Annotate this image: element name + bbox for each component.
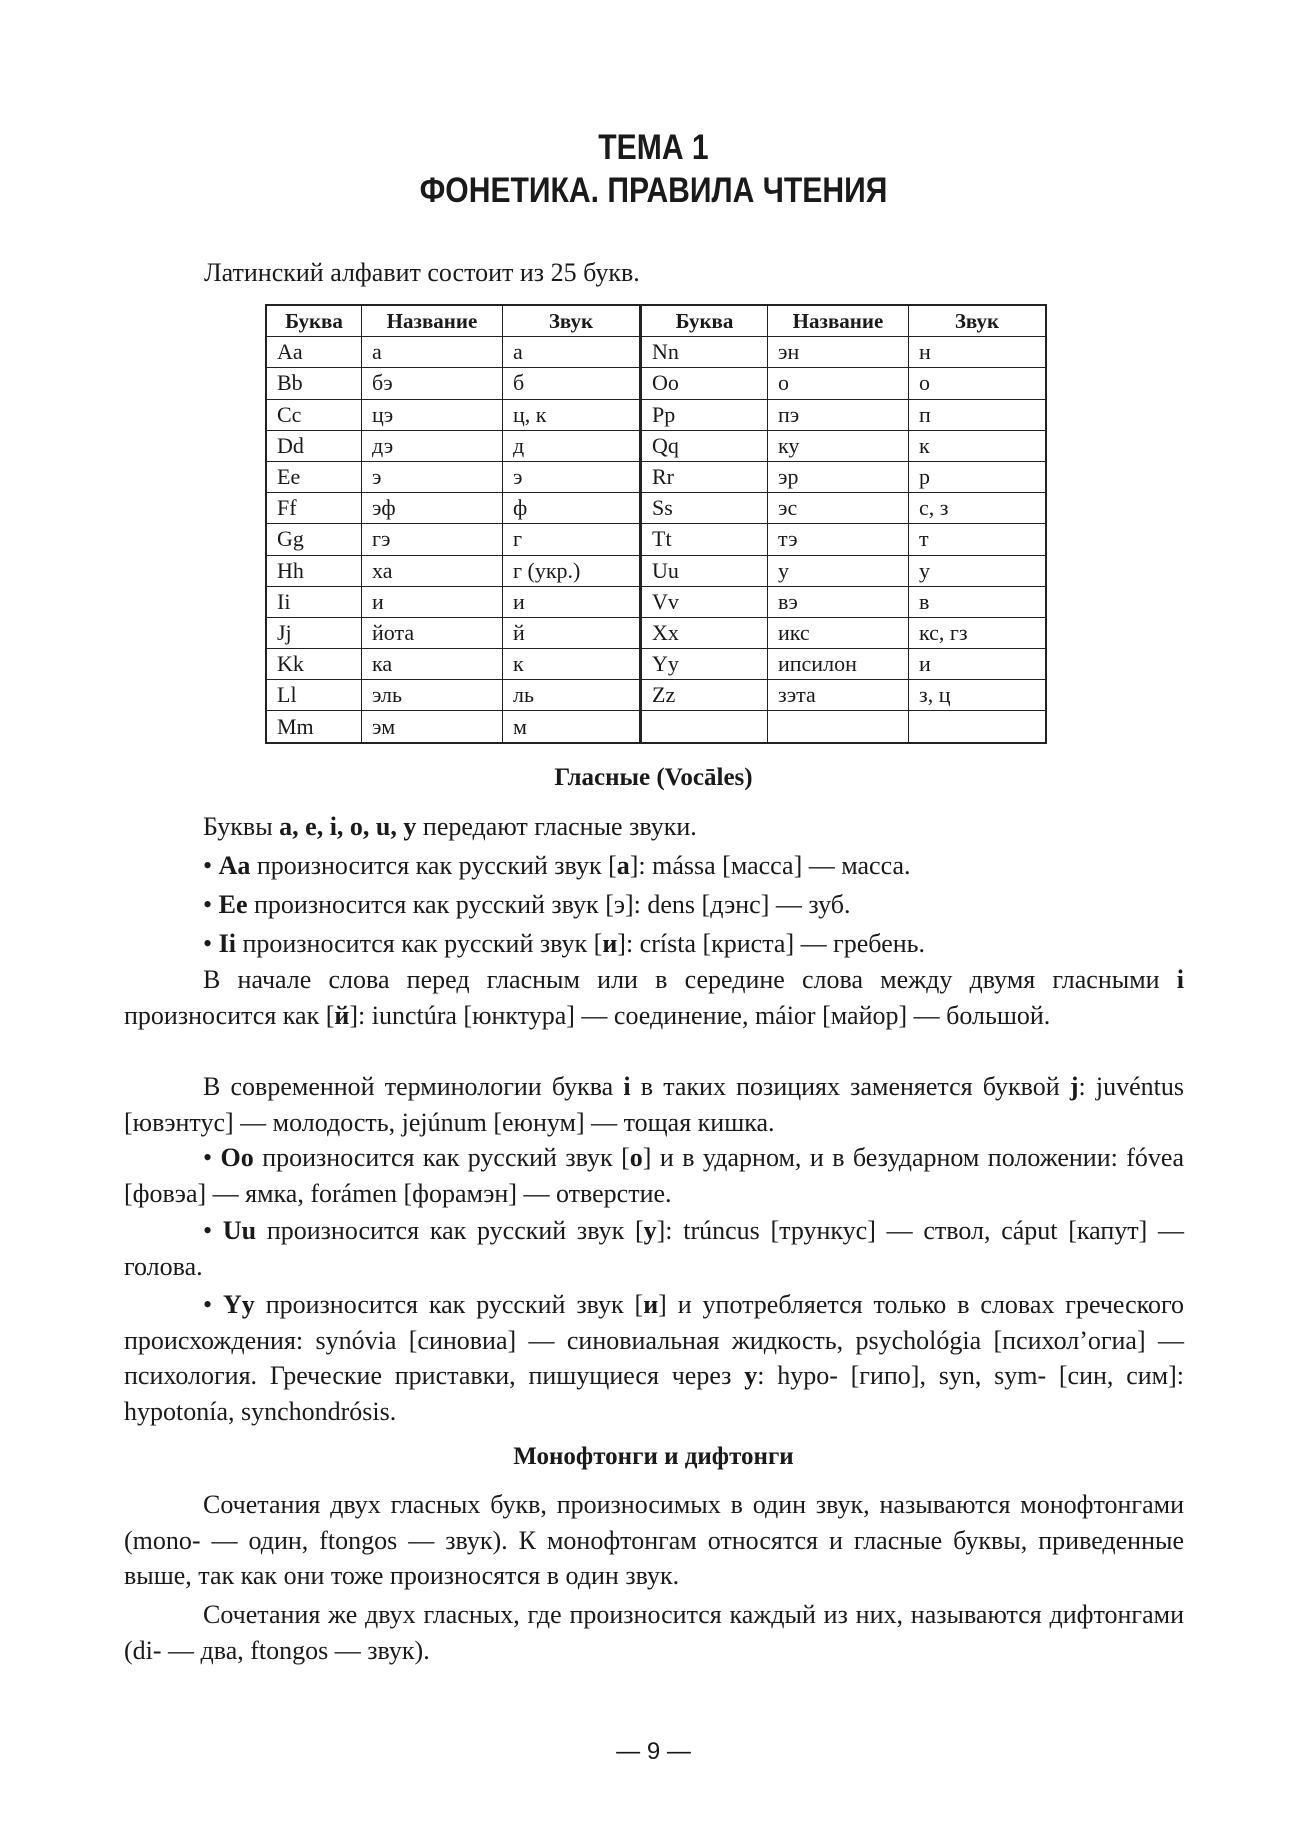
table-cell: г [503, 524, 641, 555]
table-cell: з, ц [909, 680, 1047, 711]
paragraph-i: • Ii произносится как русский звук [и]: crísta [криста] — гребень. [203, 929, 926, 958]
table-cell: эль [362, 680, 503, 711]
table-cell: Aa [266, 337, 362, 368]
table-cell: с, з [909, 493, 1047, 524]
table-cell: Hh [266, 555, 362, 586]
topic-number: ТЕМА 1 [598, 128, 709, 167]
table-cell: в [909, 586, 1047, 617]
table-cell: Rr [641, 461, 768, 492]
table-cell: Ii [266, 586, 362, 617]
table-cell: пэ [768, 399, 909, 430]
table-cell: Dd [266, 430, 362, 461]
table-row [266, 524, 1046, 555]
table-cell: о [768, 368, 909, 399]
table-cell: Ll [266, 680, 362, 711]
table-cell: й [503, 617, 641, 648]
table-cell: у [909, 555, 1047, 586]
table-cell: м [503, 711, 641, 743]
table-cell: н [909, 337, 1047, 368]
table-row [266, 461, 1046, 492]
table-cell: у [768, 555, 909, 586]
paragraph: Буквы a, e, i, o, u, y передают гласные звуки. [203, 812, 697, 841]
paragraph-y: • Yy произносится как русский звук [и] и употребляется только в словах греческого происхождения: synóvia [синовиа] — синовиальная жидкость, psychológia [психол’огиа] — психология. Греческие приставки, пишущиеся через y: hypo- [гипо], syn, sym- [син, сим]: hypotonía, synchondrósis. [124, 1290, 1184, 1426]
table-row [266, 337, 1046, 368]
table-cell: к [909, 430, 1047, 461]
table-cell: Uu [641, 555, 768, 586]
table-cell: Qq [641, 430, 768, 461]
table-cell: ку [768, 430, 909, 461]
table-cell: бэ [362, 368, 503, 399]
table-cell: Kk [266, 649, 362, 680]
table-cell: Oo [641, 368, 768, 399]
column-header: Буква [266, 305, 362, 337]
table-cell: зэта [768, 680, 909, 711]
table-cell: а [503, 337, 641, 368]
table-cell: ц, к [503, 399, 641, 430]
table-cell: Ss [641, 493, 768, 524]
page-number: — 9 — [616, 1738, 691, 1765]
table-row [266, 586, 1046, 617]
table-cell: о [909, 368, 1047, 399]
paragraph-o: • Oo произносится как русский звук [о] и в ударном, и в безударном положении: fóvea [фовэа] — ямка, forámen [форамэн] — отверстие. [124, 1143, 1184, 1208]
table-row [266, 368, 1046, 399]
section-heading-vowels: Гласные (Vocāles) [554, 764, 753, 791]
table-row [266, 399, 1046, 430]
column-header: Буква [641, 305, 768, 337]
table-cell: ипсилон [768, 649, 909, 680]
table-cell: э [362, 461, 503, 492]
table-cell: эн [768, 337, 909, 368]
table-cell: йота [362, 617, 503, 648]
paragraph-i-position: В начале слова перед гласным или в середине слова между двумя гласными i произносится как [й]: iunctúra [юнктура] — соединение, máior [майор] — большой. [124, 965, 1184, 1030]
table-row [266, 555, 1046, 586]
table-cell: Jj [266, 617, 362, 648]
table-row [266, 430, 1046, 461]
table-cell: эф [362, 493, 503, 524]
table-cell: г (укр.) [503, 555, 641, 586]
paragraph-j: В современной терминологии буква i в таких позициях заменяется буквой j: juvéntus [ювэнтус] — молодость, jejúnum [еюнум] — тощая кишка. [124, 1072, 1184, 1137]
table-cell: ль [503, 680, 641, 711]
table-cell: эм [362, 711, 503, 743]
table-cell: тэ [768, 524, 909, 555]
table-cell: Cc [266, 399, 362, 430]
table-cell: Nn [641, 337, 768, 368]
table-cell: кс, гз [909, 617, 1047, 648]
table-cell: д [503, 430, 641, 461]
table-row [266, 680, 1046, 711]
section-heading-monophthongs: Монофтонги и дифтонги [513, 1443, 794, 1470]
table-cell: Yy [641, 649, 768, 680]
table-cell [768, 711, 909, 743]
table-cell [641, 711, 768, 743]
table-cell: гэ [362, 524, 503, 555]
table-cell: т [909, 524, 1047, 555]
column-header: Название [362, 305, 503, 337]
table-cell: Vv [641, 586, 768, 617]
table-row [266, 649, 1046, 680]
table-cell: ха [362, 555, 503, 586]
paragraph-diphthongs: Сочетания же двух гласных, где произносится каждый из них, называются дифтонгами (di- — два, ftongos — звук). [124, 1600, 1184, 1665]
paragraph-e: • Ee произносится как русский звук [э]: dens [дэнс] — зуб. [203, 890, 851, 919]
alphabet-table [265, 304, 1047, 744]
table-cell: цэ [362, 399, 503, 430]
table-cell: Bb [266, 368, 362, 399]
table-body [266, 337, 1046, 743]
paragraph-monophthongs: Сочетания двух гласных букв, произносимых в один звук, называются монофтонгами (mono- — один, ftongos — звук). К монофтонгам относятся и гласные буквы, приведенные выше, так как они тоже произносятся в один звук. [124, 1490, 1184, 1590]
table-cell: эр [768, 461, 909, 492]
table-header-row [266, 305, 1046, 337]
table-cell: э [503, 461, 641, 492]
paragraph-u: • Uu произносится как русский звук [у]: trúncus [трункус] — ствол, cáput [капут] — голова. [124, 1216, 1184, 1281]
table-cell: и [362, 586, 503, 617]
table-cell: р [909, 461, 1047, 492]
table-cell: эс [768, 493, 909, 524]
paragraph-a: • Aa произносится как русский звук [а]: mássa [масса] — масса. [203, 851, 911, 880]
table-cell: к [503, 649, 641, 680]
table-cell: Tt [641, 524, 768, 555]
table-cell: а [362, 337, 503, 368]
table-cell: и [909, 649, 1047, 680]
table-cell: ф [503, 493, 641, 524]
table-cell: вэ [768, 586, 909, 617]
table-cell: икс [768, 617, 909, 648]
table-row [266, 493, 1046, 524]
table-cell: Zz [641, 680, 768, 711]
table-cell: дэ [362, 430, 503, 461]
table-cell: п [909, 399, 1047, 430]
table-cell: и [503, 586, 641, 617]
intro-text: Латинский алфавит состоит из 25 букв. [204, 258, 640, 287]
table-row [266, 617, 1046, 648]
table-cell: Ff [266, 493, 362, 524]
table-cell: Ee [266, 461, 362, 492]
column-header: Название [768, 305, 909, 337]
table-cell: Xx [641, 617, 768, 648]
table-cell: Pp [641, 399, 768, 430]
table-cell [909, 711, 1047, 743]
table-cell: Gg [266, 524, 362, 555]
topic-title: ФОНЕТИКА. ПРАВИЛА ЧТЕНИЯ [419, 171, 888, 210]
table-cell: Mm [266, 711, 362, 743]
table-cell: б [503, 368, 641, 399]
table-row [266, 711, 1046, 743]
column-header: Звук [503, 305, 641, 337]
table-cell: ка [362, 649, 503, 680]
column-header: Звук [909, 305, 1047, 337]
